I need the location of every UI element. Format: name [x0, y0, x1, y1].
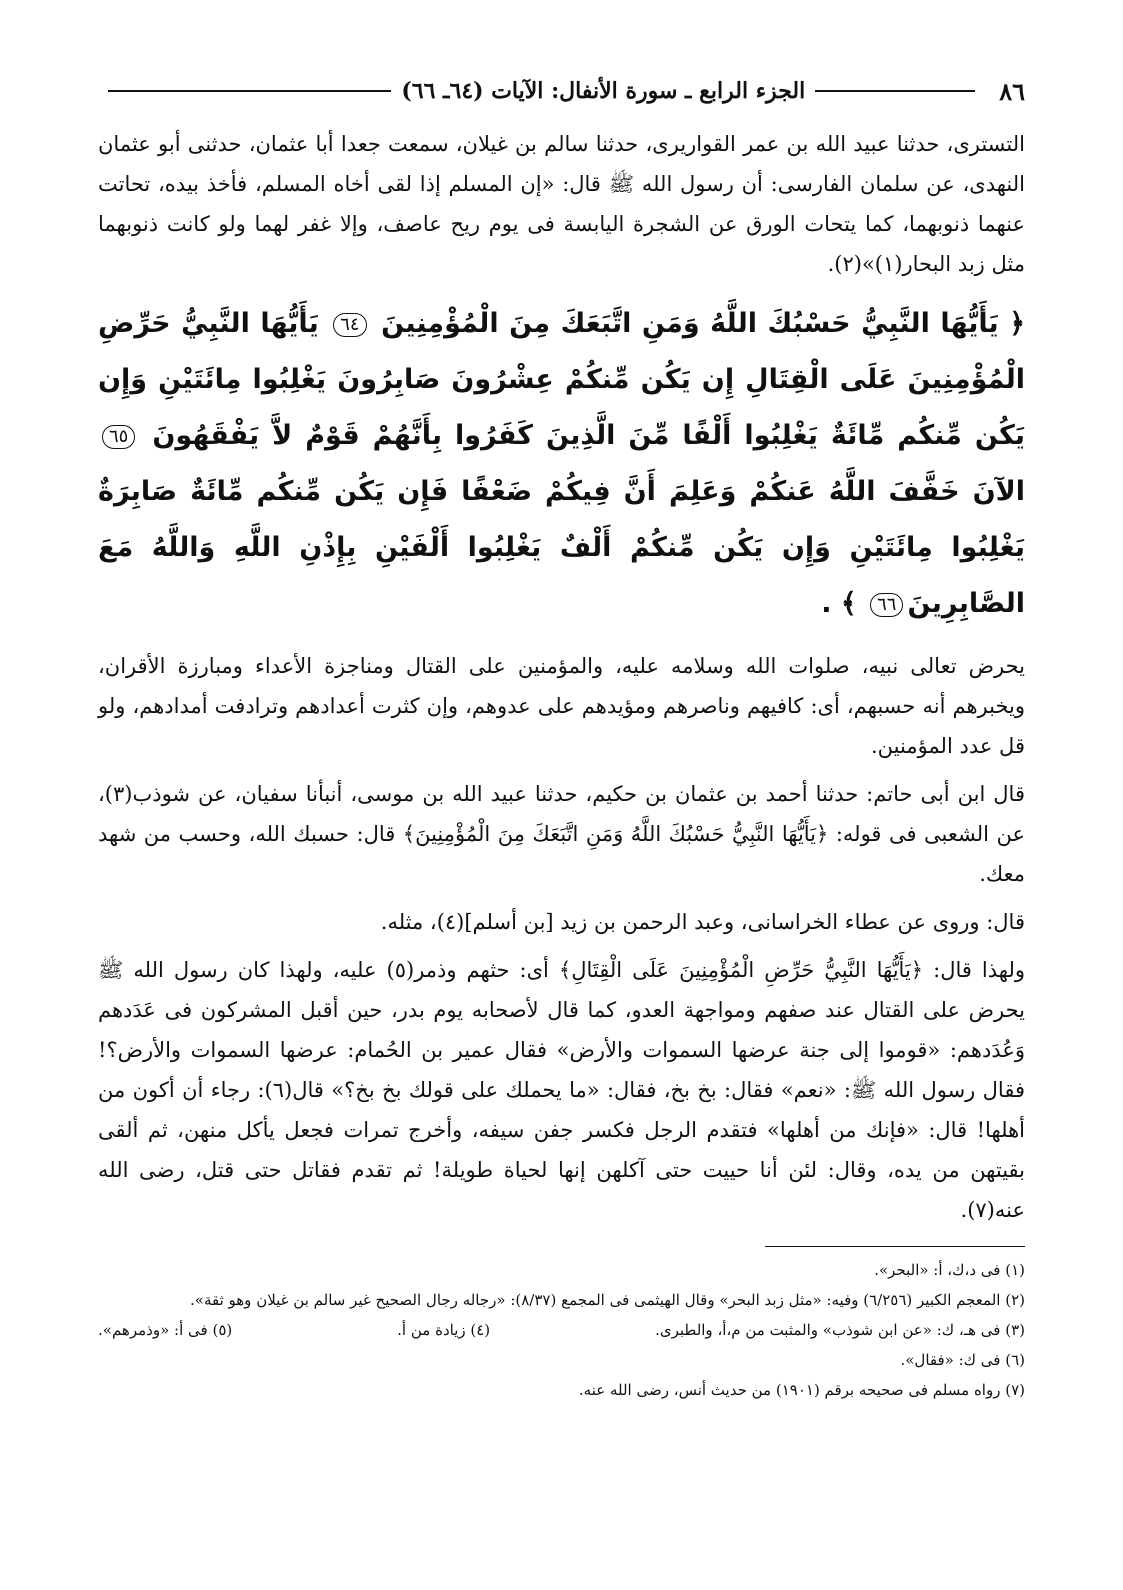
quran-verse-block	[98, 296, 1025, 632]
ayah-number-64: ٦٤	[333, 313, 366, 337]
ayah-number-66: ٦٦	[870, 593, 903, 617]
footnote-7: (٧) رواه مسلم فى صحيحه برقم (١٩٠١) من حديث أنس، رضى الله عنه.	[578, 1381, 1025, 1399]
hadith-paragraph: التسترى، حدثنا عبيد الله بن عمر القواريرى، حدثنا سالم بن غيلان، سمعت جعدا أبا عثمان، حدثنى أبو عثمان النهدى، عن سلمان الفارسى: أن رسول الله ﷺ قال: «إن المسلم إذا لقى أخاه المسلم، فأخذ بيده، تحاتت عنهما ذنوبهما، كما يتحات الورق عن الشجرة اليابسة فى يوم ريح عاصف، وإلا غفر لهما ولو كانت ذنوبهما مثل زبد البحار(١)»(٢).	[98, 132, 1025, 276]
commentary-paragraph-4: ولهذا قال: ﴿يَأَيُّهَا النَّبِيُّ حَرِّضِ الْمُؤْمِنِينَ عَلَى الْقِتَالِ﴾ أى: حثهم وذمر(٥) عليه، ولهذا كان رسول الله ﷺ يحرض على القتال عند صفهم ومواجهة العدو، كما قال لأصحابه يوم بدر، حين أقبل المشركون فى عَدَدهم وَعُدَدهم: «قوموا إلى جنة عرضها السموات والأرض» فقال عمير بن الحُمام: عرضها السموات والأرض؟! فقال رسول الله ﷺ: «نعم» فقال: بخ بخ، فقال: «ما يحملك على قولك بخ بخ؟» قال(٦): رجاء أن أكون من أهلها! قال: «فإنك من أهلها» فتقدم الرجل فكسر جفن سيفه، وأخرج تمرات فجعل يأكل منهن، ثم ألقى بقيتهن من يده، وقال: لئن أنا حييت حتى آكلهن إنها لحياة طويلة! ثم تقدم فقاتل حتى قتل، رضى الله عنه(٧).	[98, 958, 1025, 1222]
page-header	[98, 70, 1025, 112]
footnote-2: (٢) المعجم الكبير (٦/٢٥٦) وفيه: «مثل زبد البحر» وقال الهيثمى فى المجمع (٨/٣٧): «رجاله رجال الصحيح غير سالم بن غيلان وهو ثقة».	[190, 1291, 1025, 1309]
commentary-paragraph-1: يحرض تعالى نبيه، صلوات الله وسلامه عليه، والمؤمنين على القتال ومناجزة الأعداء ومبارزة الأقران، ويخبرهم أنه حسبهم، أى: كافيهم وناصرهم ومؤيدهم على عدوهم، وإن كثرت أعدادهم وترادفت أمدادهم، ولو قل عدد المؤمنين.	[98, 654, 1025, 758]
header-rule-right	[815, 90, 975, 92]
verse-closing-bracket: ﴾ .	[821, 588, 857, 619]
verse-64-text: ﴿ يَأَيُّهَا النَّبِيُّ حَسْبُكَ اللَّهُ وَمَنِ اتَّبَعَكَ مِنَ الْمُؤْمِنِينَ	[381, 308, 1026, 339]
footnote-6: (٦) فى ك: «فقال».	[900, 1351, 1025, 1369]
commentary-paragraph-3: قال: وروى عن عطاء الخراسانى، وعبد الرحمن بن زيد [بن أسلم](٤)، مثله.	[380, 910, 1025, 934]
footnotes-divider	[765, 1246, 1025, 1247]
ayah-number-65: ٦٥	[102, 425, 135, 449]
footnote-3: (٣) فى هـ، ك: «عن ابن شوذب» والمثبت من م،أ، والطبرى.	[655, 1321, 1025, 1339]
footnote-5: (٥) فى أ: «وذمرهم».	[98, 1321, 233, 1339]
footnote-1: (١) فى د،ك، أ: «البحر».	[874, 1261, 1025, 1279]
verse-66-text: الآنَ خَفَّفَ اللَّهُ عَنكُمْ وَعَلِمَ أَنَّ فِيكُمْ ضَعْفًا فَإِن يَكُن مِّنكُم مِّائَةٌ صَابِرَةٌ يَغْلِبُوا مِائَتَيْنِ وَإِن يَكُن مِّنكُمْ أَلْفٌ يَغْلِبُوا أَلْفَيْنِ بِإِذْنِ اللَّهِ وَاللَّهُ مَعَ الصَّابِرِينَ	[98, 476, 1025, 619]
footnote-4: (٤) زيادة من أ.	[397, 1321, 491, 1339]
header-rule-left	[108, 90, 391, 92]
commentary-paragraph-2: قال ابن أبى حاتم: حدثنا أحمد بن عثمان بن حكيم، حدثنا عبيد الله بن موسى، أنبأنا سفيان، عن شوذب(٣)، عن الشعبى فى قوله: ﴿يَأَيُّهَا النَّبِيُّ حَسْبُكَ اللَّهُ وَمَنِ اتَّبَعَكَ مِنَ الْمُؤْمِنِينَ﴾ قال: حسبك الله، وحسب من شهد معك.	[98, 782, 1025, 886]
page-number: ٨٦	[999, 76, 1025, 106]
book-page	[98, 70, 1025, 1405]
running-title: الجزء الرابع ـ سورة الأنفال: الآيات (٦٤ـ ٦٦)	[401, 78, 806, 104]
footnote-row-3-5	[98, 1315, 1025, 1345]
verse-65-text: يَأَيُّهَا النَّبِيُّ حَرِّضِ الْمُؤْمِنِينَ عَلَى الْقِتَالِ إِن يَكُن مِّنكُمْ عِشْرُونَ صَابِرُونَ يَغْلِبُوا مِائَتَيْنِ وَإِن يَكُن مِّنكُم مِّائَةٌ يَغْلِبُوا أَلْفًا مِّنَ الَّذِينَ كَفَرُوا بِأَنَّهُمْ قَوْمٌ لاَّ يَفْقَهُونَ	[98, 308, 1026, 451]
footnotes	[98, 1255, 1025, 1405]
